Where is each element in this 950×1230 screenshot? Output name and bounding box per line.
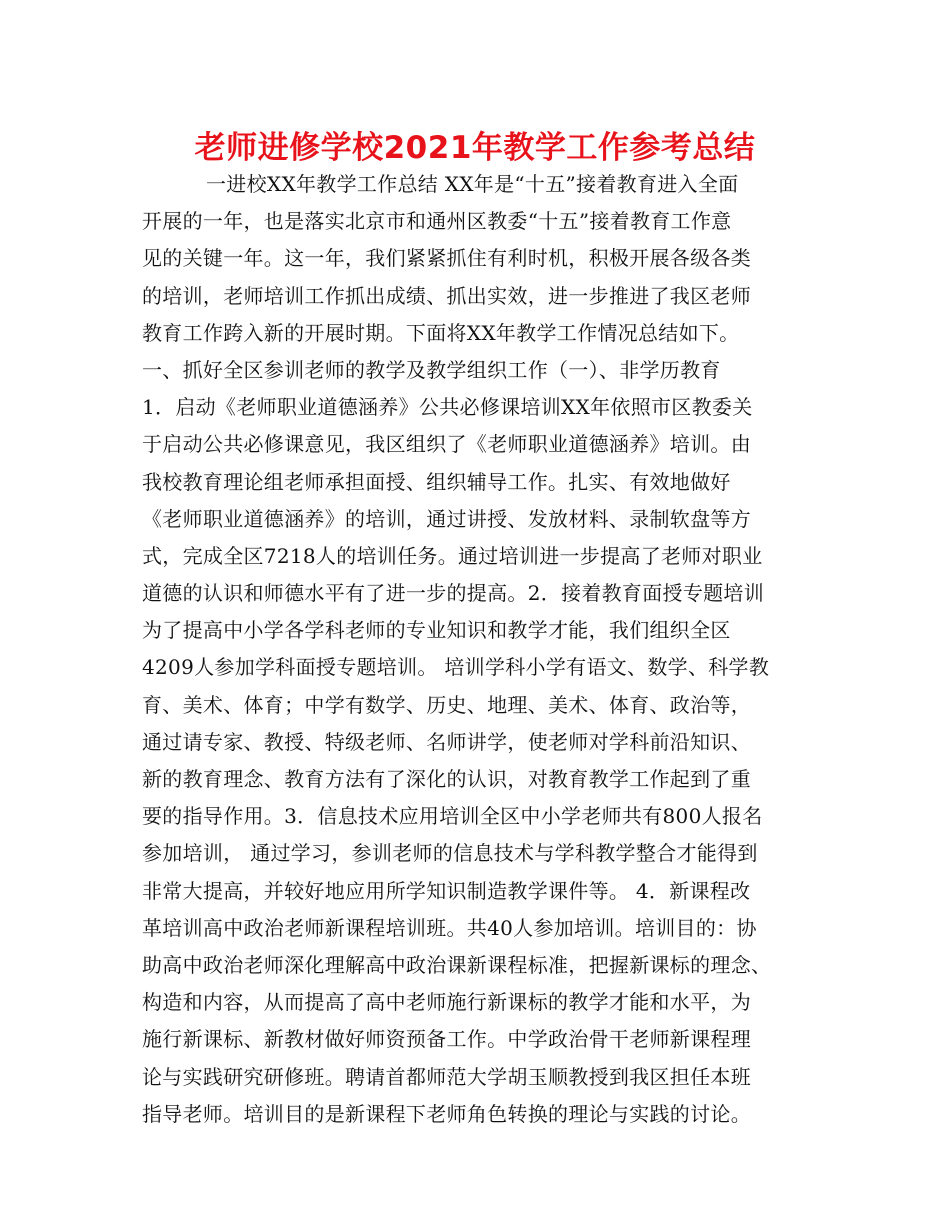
body-line: 构造和内容，从而提高了高中老师施行新课标的教学才能和水平，为 <box>142 990 751 1015</box>
body-line: 一、抓好全区参训老师的教学及教学组织工作（一）、非学历教育 <box>142 357 721 382</box>
body-line: 一进校XX年教学工作总结 XX年是“十五”接着教育进入全面 <box>206 172 739 196</box>
body-line: 助高中政治老师深化理解高中政治课新课程标准，把握新课标的理念、 <box>142 952 772 977</box>
body-line: 的培训，老师培训工作抓出成绩、抓出实效，进一步推进了我区老师 <box>142 283 751 308</box>
body-line: 《老师职业道德涵养》的培训，通过讲授、发放材料、录制软盘等方 <box>142 506 751 531</box>
body-line: 通过请专家、教授、特级老师、名师讲学，使老师对学科前沿知识、 <box>142 729 751 754</box>
document-body <box>142 166 822 1133</box>
body-line: 1．启动《老师职业道德涵养》公共必修课培训XX年依照市区教委关 <box>142 395 753 420</box>
body-line: 开展的一年，也是落实北京市和通州区教委“十五”接着教育工作意 <box>142 209 732 234</box>
body-line: 道德的认识和师德水平有了进一步的提高。2．接着教育面授专题培训 <box>142 581 765 606</box>
body-line: 指导老师。培训目的是新课程下老师角色转换的理论与实践的讨论。 <box>142 1101 751 1126</box>
body-line: 论与实践研究研修班。聘请首都师范大学胡玉顺教授到我区担任本班 <box>142 1064 751 1089</box>
body-line: 于启动公共必修课意见，我区组织了《老师职业道德涵养》培训。由 <box>142 432 751 457</box>
body-line: 参加培训， 通过学习，参训老师的信息技术与学科教学整合才能得到 <box>142 841 758 866</box>
body-line: 式，完成全区7218人的培训任务。通过培训进一步提高了老师对职业 <box>142 543 763 568</box>
body-line: 新的教育理念、教育方法有了深化的认识，对教育教学工作起到了重 <box>142 767 751 791</box>
body-line: 要的指导作用。3．信息技术应用培训全区中小学老师共有800人报名 <box>142 804 763 829</box>
body-line: 见的关键一年。这一年，我们紧紧抓住有利时机，积极开展各级各类 <box>142 246 751 271</box>
document-title: 老师进修学校2021年教学工作参考总结 <box>194 130 756 166</box>
body-line: 施行新课标、新教材做好师资预备工作。中学政治骨干老师新课程理 <box>142 1027 751 1052</box>
body-line: 为了提高中小学各学科老师的专业知识和教学才能，我们组织全区 <box>142 618 731 643</box>
body-line: 我校教育理论组老师承担面授、组织辅导工作。扎实、有效地做好 <box>142 469 731 494</box>
body-line: 4209人参加学科面授专题培训。 培训学科小学有语文、数学、科学教 <box>142 655 770 680</box>
body-line: 教育工作跨入新的开展时期。下面将XX年教学工作情况总结如下。 <box>142 320 740 345</box>
body-line: 革培训高中政治老师新课程培训班。共40人参加培训。培训目的：协 <box>142 915 757 940</box>
body-line: 育、美术、体育；中学有数学、历史、地理、美术、体育、政治等， <box>142 692 751 717</box>
body-line: 非常大提高，并较好地应用所学知识制造教学课件等。 4．新课程改 <box>142 878 751 903</box>
